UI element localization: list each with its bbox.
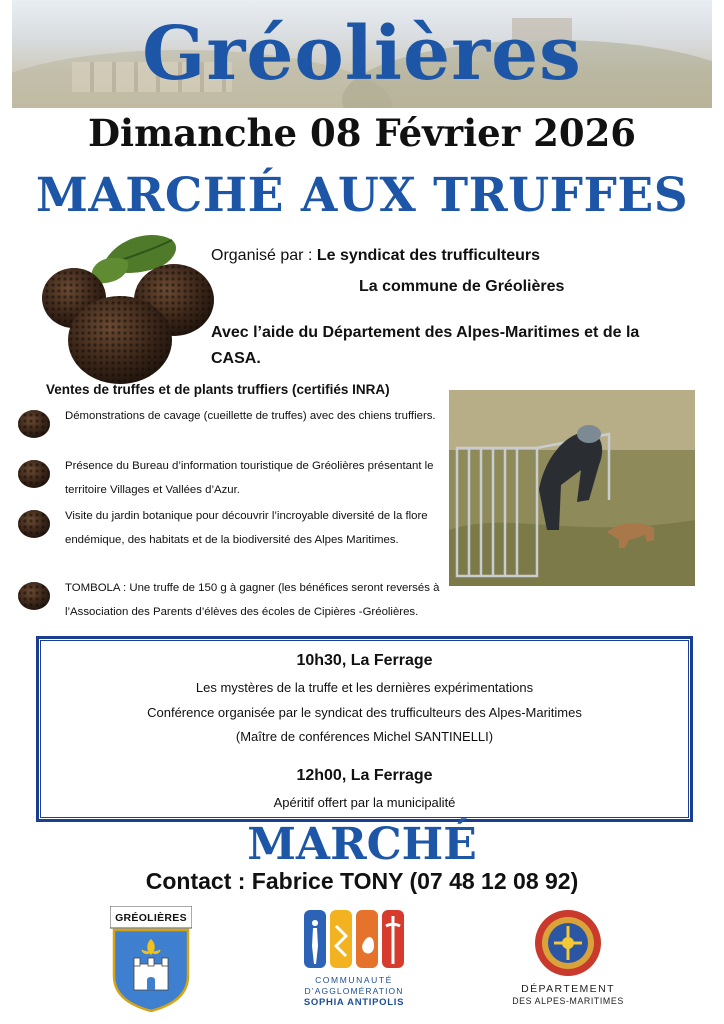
sales-heading: Ventes de truffes et de plants truffiers (certifiés INRA) — [46, 382, 390, 397]
program-speaker: (Maître de conférences Michel SANTINELLI) — [235, 729, 494, 744]
list-item — [16, 504, 456, 576]
program-conference: Conférence organisée par le syndicat des trufficulteurs des Alpes-Maritimes — [147, 705, 582, 720]
casa-text-line2: D’AGGLOMÉRATION — [304, 986, 404, 996]
truffle-bullet-icon — [16, 578, 52, 612]
organizer-syndicate: Le syndicat des trufficulteurs — [316, 247, 541, 264]
activity-text: TOMBOLA : Une truffe de 150 g à gagner (les bénéfices seront reversés à l’Association des Parents d’élèves des écoles de Cipières -Gréolières. — [65, 582, 440, 618]
list-item — [16, 576, 476, 624]
departement-text-line1: DÉPARTEMENT — [521, 983, 615, 995]
program-time-1030: 10h30, La Ferrage — [296, 652, 433, 669]
crest-town-name: GRÉOLIÈRES — [115, 912, 187, 924]
truffle-bullet-icon — [16, 506, 52, 540]
casa-text-line3: SOPHIA ANTIPOLIS — [303, 997, 405, 1008]
support-text: Avec l’aide du Département des Alpes-Maritimes et de la CASA. — [211, 324, 640, 367]
list-item — [16, 404, 456, 452]
list-item — [16, 454, 456, 502]
program-topic: Les mystères de la truffe et les dernières expérimentations — [195, 680, 534, 695]
event-date: Dimanche 08 Février 2026 — [87, 111, 637, 155]
activity-text: Démonstrations de cavage (cueillette de truffes) avec des chiens truffiers. — [65, 410, 436, 422]
truffle-hunting-photo — [449, 390, 695, 586]
casa-text-line1: COMMUNAUTÉ — [315, 975, 393, 985]
departement-text-line2: DES ALPES-MARITIMES — [512, 996, 624, 1006]
activity-text: Visite du jardin botanique pour découvrir l’incroyable diversité de la flore endémique, des habitats et de la biodiversité des Alpes Maritimes. — [65, 510, 428, 546]
organizer-commune: La commune de Gréolières — [359, 278, 565, 295]
program-aperitif: Apéritif offert par la municipalité — [273, 795, 456, 810]
contact-line: Contact : Fabrice TONY (07 48 12 08 92) — [145, 868, 579, 894]
town-title: Gréolières — [142, 11, 582, 97]
activity-text: Présence du Bureau d’information touristique de Gréolières présentant le territoire Villages et Vallées d’Azur. — [65, 460, 434, 496]
departement-logo — [532, 908, 604, 978]
casa-logo — [300, 906, 410, 976]
truffle-bullet-icon — [16, 456, 52, 490]
program-time-1200: 12h00, La Ferrage — [296, 767, 433, 784]
truffle-bullet-icon — [16, 406, 52, 440]
truffle-illustration — [32, 228, 222, 388]
organizer-label: Organisé par : — [211, 247, 313, 264]
organizer-line — [211, 245, 540, 267]
event-title: MARCHÉ AUX TRUFFES — [35, 168, 689, 223]
market-title: MARCHÉ — [247, 819, 477, 870]
